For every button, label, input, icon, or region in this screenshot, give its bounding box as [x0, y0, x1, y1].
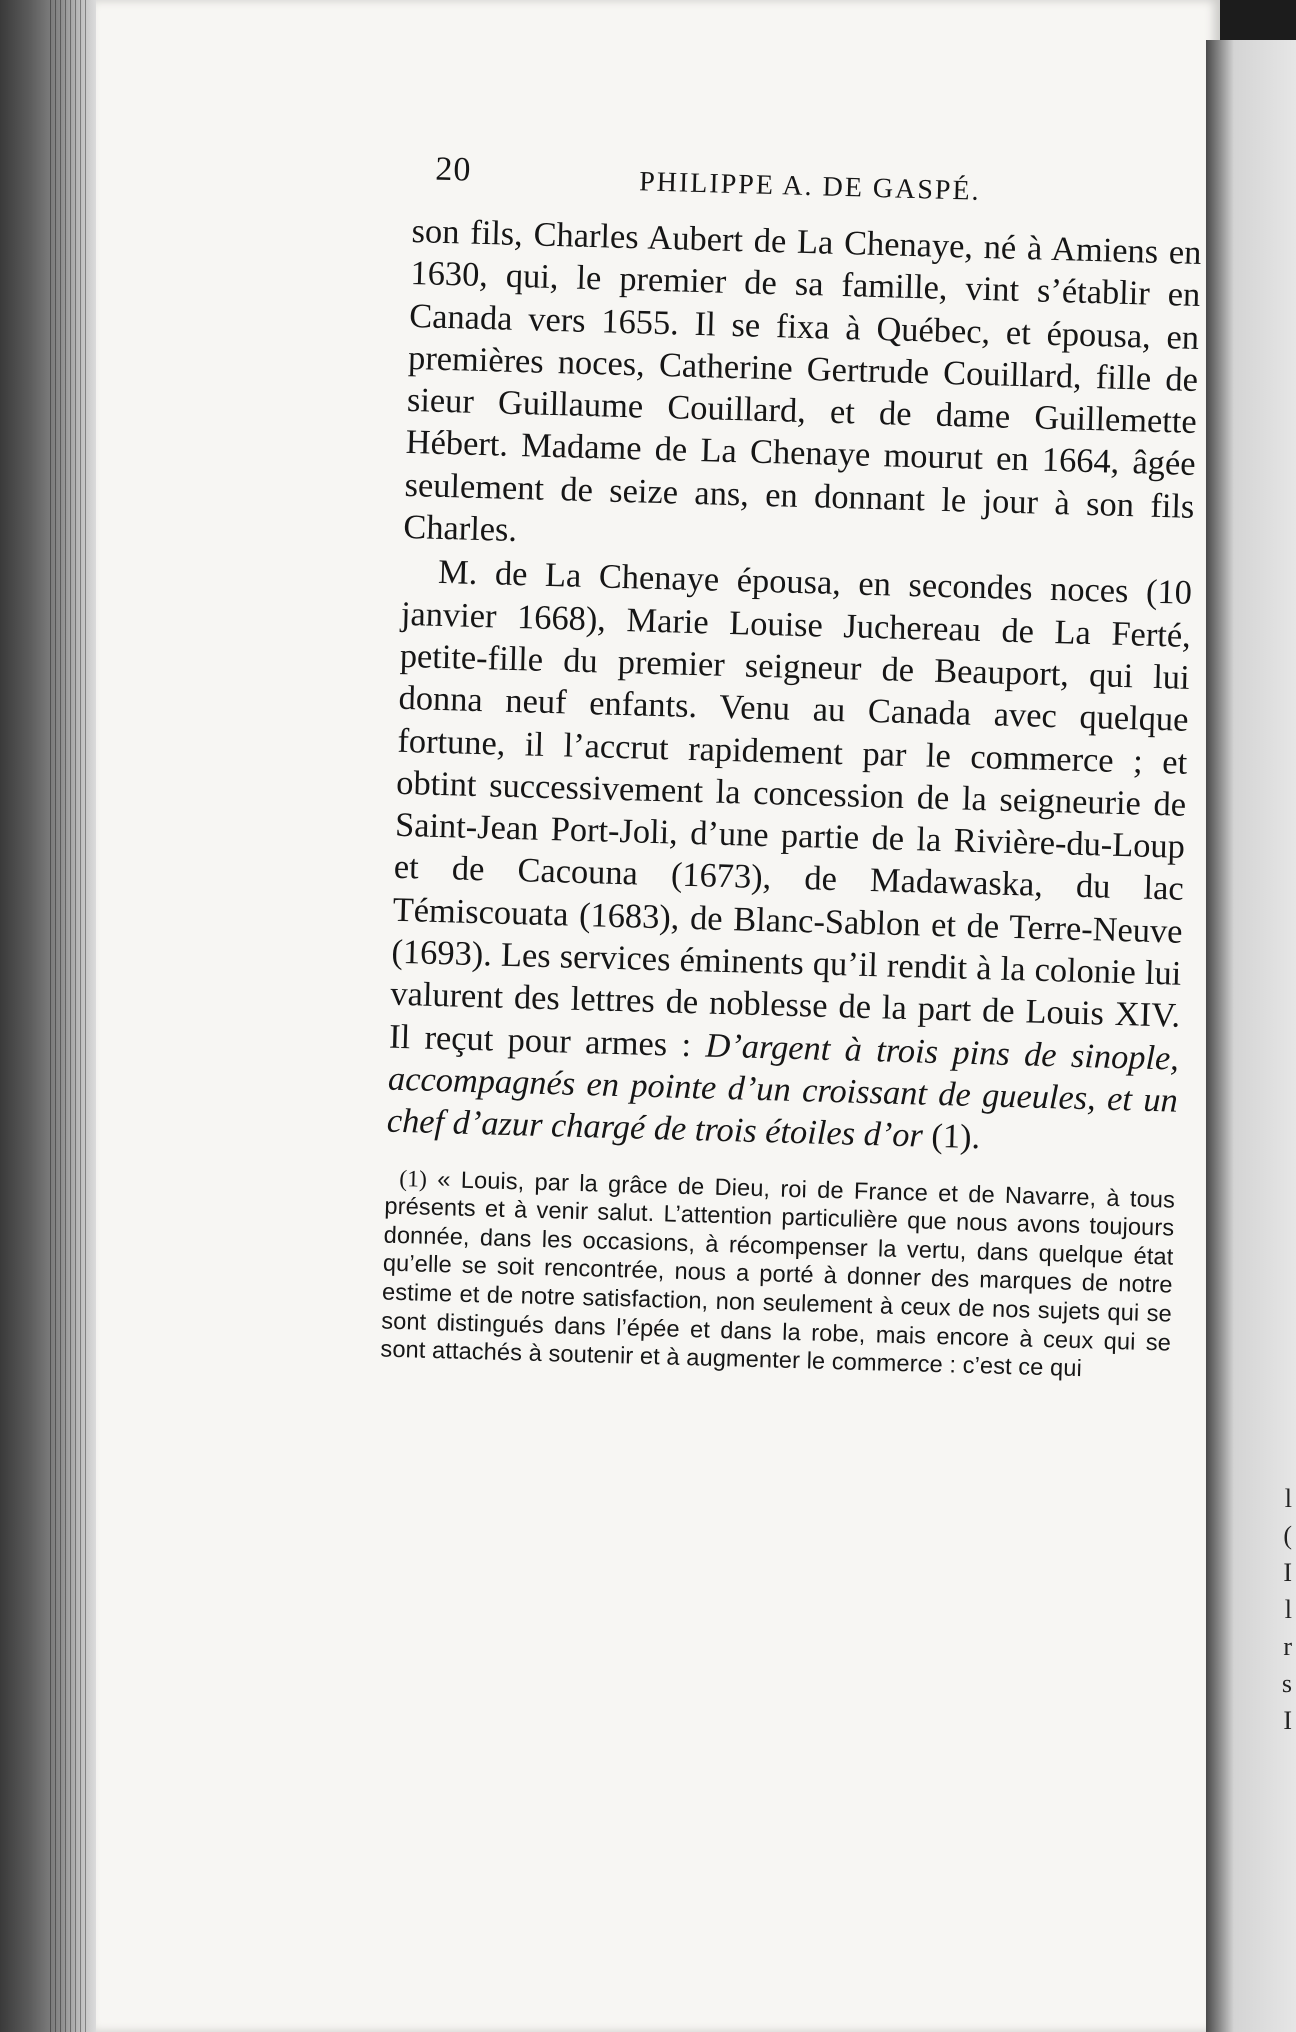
adjacent-page-edge: [1206, 40, 1296, 2032]
footnote-reference: (1).: [922, 1116, 981, 1157]
book-left-edge: [0, 0, 96, 2032]
footnote-marker: (1): [398, 1165, 428, 1193]
page-stack-lines: [50, 0, 90, 2032]
body-text: [386, 210, 1202, 1164]
book-page: [96, 0, 1220, 2032]
running-title: PHILIPPE A. DE GASPÉ.: [638, 166, 981, 207]
page-text-block: [380, 150, 1204, 1386]
paragraph: son fils, Charles Aubert de La Chenaye, né à Amiens en 1630, qui, le premier de sa famille, vint s’établir en Canada vers 1655. Il se fixa à Québec, et épousa, en premières noces, Catherine Gertrude Couillard, fille de sieur Guillaume Couillard, et de dame Guillemette Hébert. Madame de La Chenaye mourut en 1664, âgée seulement de seize ans, en donnant le jour à son fils Charles.: [402, 211, 1202, 550]
paragraph-text: M. de La Chenaye épousa, en secondes noces (10 janvier 1668), Marie Louise Juchereau de La Ferté, petite-fille du premier seigneur de Beauport, qui lui donna neuf enfants. Venu au Canada avec quelque fortune, il l’accrut rapidement par le commerce ; et obtint successivement la concession de la seigneurie de Saint-Jean Port-Joli, d’une partie de la Rivière-du-Loup et de Cacouna (1673), de Madawaska, du lac Témiscouata (1683), de Blanc-Sablon et de Terre-Neuve (1693). Les services éminents qu’il rendit à la colonie lui valurent des lettres de noblesse de la part de Louis XIV. Il reçut pour armes :: [388, 553, 1193, 1064]
adjacent-page-characters: l ( I l r s I: [1281, 1484, 1292, 1735]
footnote-text: « Louis, par la grâce de Dieu, roi de France et de Navarre, à tous présents et à venir salut. L’attention particulière que nous avons toujours donnée, dans les occasions, à récompenser la vertu, dans quelque état qu’elle se soit rencontrée, nous a porté à donner des marques de notre estime et de notre satisfaction, non seulement à ceux de nos sujets qui se sont distingués dans l’épée et dans la robe, mais encore à ceux qui se sont attachés à soutenir et à augmenter le commerce : c’est ce qui: [380, 1166, 1176, 1383]
page-number: 20: [434, 150, 472, 189]
coat-of-arms-blazon: D’argent à trois pins de sinople, accompagnés en pointe d’un croissant de gueules, et un chef d’azur chargé de trois étoiles d’or: [386, 1026, 1180, 1155]
paragraph: [386, 550, 1192, 1164]
footnote: [380, 1164, 1175, 1386]
